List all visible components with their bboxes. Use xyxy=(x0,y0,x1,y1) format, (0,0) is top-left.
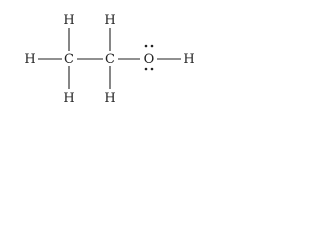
atom-c1: C xyxy=(64,52,74,67)
ethanol-lewis-structure xyxy=(0,0,224,120)
oxygen-lone-pair-bottom xyxy=(145,68,154,71)
atom-c2: C xyxy=(105,52,115,67)
atom-h-c1-bottom: H xyxy=(63,91,75,106)
atom-h-c2-top: H xyxy=(104,13,116,28)
atom-h-c1-top: H xyxy=(63,13,75,28)
atom-h-c2-bottom: H xyxy=(104,91,116,106)
atom-h-left: H xyxy=(24,52,36,67)
atom-o: O xyxy=(143,52,155,67)
atom-h-right: H xyxy=(183,52,195,67)
oxygen-lone-pair-top xyxy=(145,45,154,48)
